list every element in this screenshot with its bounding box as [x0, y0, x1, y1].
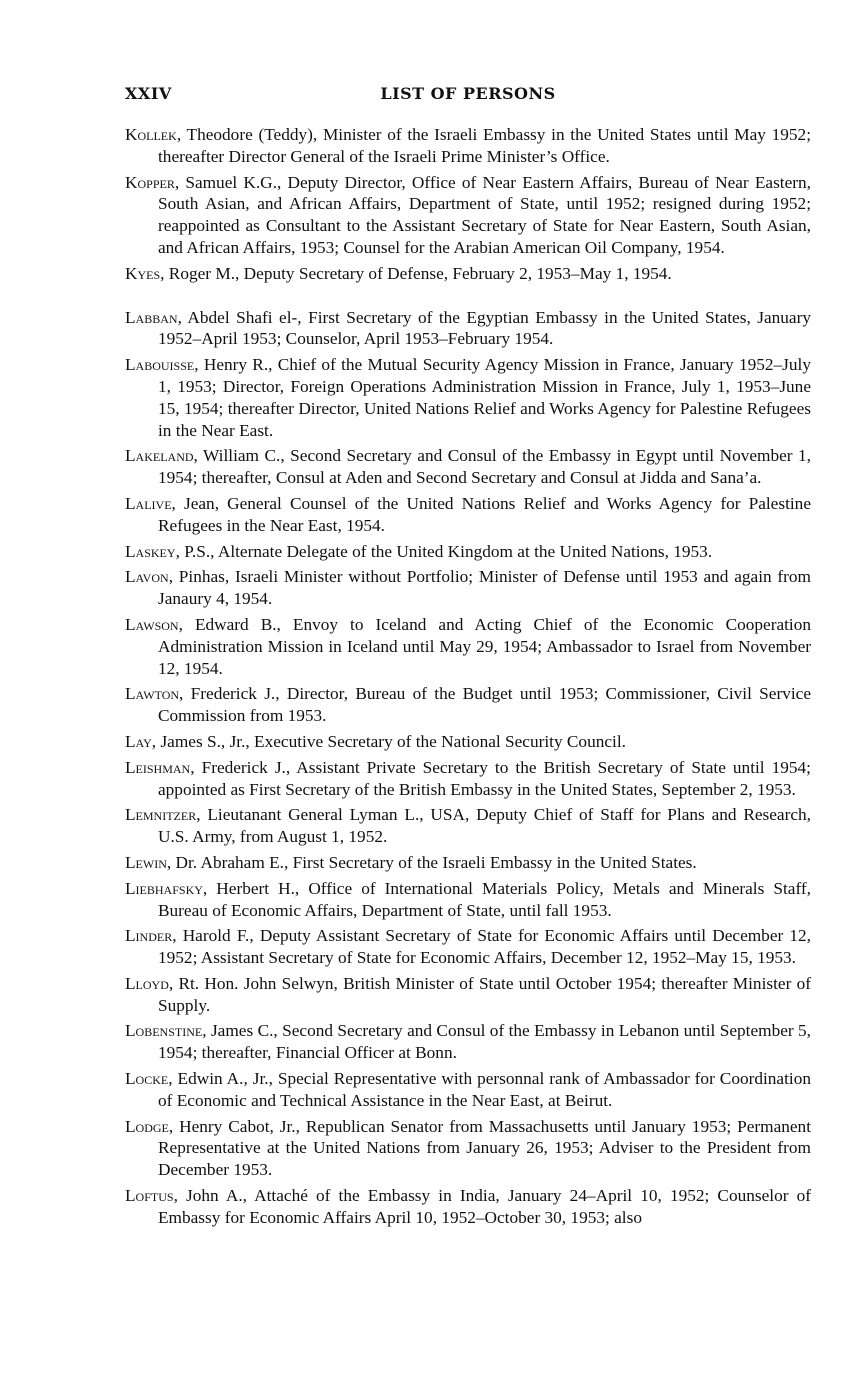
entry-surname: Locke	[125, 1069, 169, 1089]
person-entry-lay	[125, 731, 811, 753]
entry-surname: Labban	[125, 307, 178, 327]
person-entry-lobenstine	[125, 1020, 811, 1064]
entry-text: , Jean, General Counsel of the United Nations Relief and Works Agency for Palestine Refugees in the Near East, 1954.	[158, 493, 811, 535]
person-entry-lakeland	[125, 445, 811, 489]
document-page	[125, 78, 811, 1233]
person-entry-locke	[125, 1068, 811, 1112]
entry-text: , Edward B., Envoy to Iceland and Acting Chief of the Economic Cooperation Administration Mission in Iceland until May 29, 1954; Ambassador to Israel from November 12, 1954.	[158, 614, 811, 678]
entry-surname: Lloyd	[125, 973, 169, 993]
entry-surname: Lay	[125, 731, 152, 751]
entry-surname: Kopper	[125, 172, 175, 192]
person-entry-linder	[125, 925, 811, 969]
person-entry-laskey	[125, 541, 811, 563]
entry-text: , Henry R., Chief of the Mutual Security Agency Mission in France, January 1952–July 1, 1953; Director, Foreign Operations Administration Mission in France, July 1, 1953–June 15, 1954; thereafter Director, United Nations Relief and Works Agency for Palestine Refugees in the Near East.	[158, 355, 811, 440]
entry-surname: Liebhafsky	[125, 878, 203, 898]
person-entry-lalive	[125, 493, 811, 537]
person-entry-lawson	[125, 614, 811, 679]
entry-surname: Laskey	[125, 541, 176, 561]
person-entry-lewin	[125, 852, 811, 874]
entry-text: , Frederick J., Director, Bureau of the Budget until 1953; Commissioner, Civil Service Commission from 1953.	[158, 684, 811, 726]
person-entry-lawton	[125, 683, 811, 727]
entry-text: , James C., Second Secretary and Consul of the Embassy in Lebanon until September 5, 1954; thereafter, Financial Officer at Bonn.	[158, 1021, 811, 1063]
entry-text: , Roger M., Deputy Secretary of Defense, February 2, 1953–May 1, 1954.	[160, 263, 672, 283]
entry-surname: Lawson	[125, 614, 179, 634]
entry-text: , P.S., Alternate Delegate of the United Kingdom at the United Nations, 1953.	[175, 541, 713, 561]
entry-text: , Rt. Hon. John Selwyn, British Minister of State until October 1954; thereafter Minister of Supply.	[158, 973, 811, 1015]
entry-surname: Linder	[125, 926, 173, 946]
entry-text: , Theodore (Teddy), Minister of the Israeli Embassy in the United States until May 1952; thereafter Director General of the Israeli Prime Minister’s Office.	[158, 125, 811, 166]
entry-surname: Loftus	[125, 1186, 174, 1206]
page-number: XXIV	[125, 84, 172, 103]
page-title: LIST OF PERSONS	[380, 84, 556, 103]
entry-surname: Lewin	[125, 852, 167, 872]
entry-text: , Edwin A., Jr., Special Representative with personnal rank of Ambassador for Coordination of Economic and Technical Assistance in the Near East, at Beirut.	[158, 1069, 811, 1110]
entry-text: , Frederick J., Assistant Private Secretary to the British Secretary of State until 1954; appointed as First Secretary of the British Embassy in the United States, September 2, 1953.	[158, 757, 811, 799]
entry-surname: Lemnitzer	[125, 805, 197, 825]
person-entry-labouisse	[125, 354, 811, 441]
entry-surname: Lawton	[125, 684, 180, 704]
person-entry-kopper	[125, 172, 811, 259]
entry-surname: Kyes	[125, 263, 161, 283]
entry-surname: Lodge	[125, 1116, 169, 1136]
entry-text: , Pinhas, Israeli Minister without Portfolio; Minister of Defense until 1953 and again from Janaury 4, 1954.	[158, 567, 811, 609]
entry-text: , Dr. Abraham E., First Secretary of the Israeli Embassy in the United States.	[166, 852, 697, 872]
entry-text: , Samuel K.G., Deputy Director, Office of Near Eastern Affairs, Bureau of Near Eastern, South Asian, and African Affairs, Department of State, until 1952; resigned during 1952; reappointed as Consultant to the Assistant Secretary of State for Near Eastern, South Asian, and African Affairs, 1953; Counsel for the Arabian American Oil Company, 1954.	[158, 172, 811, 257]
entry-surname: Kollek	[125, 125, 177, 144]
entry-surname: Lobenstine	[125, 1021, 203, 1041]
entry-text: , William C., Second Secretary and Consul of the Embassy in Egypt until November 1, 1954; thereafter, Consul at Aden and Second Secretary and Consul at Jidda and Sana’a.	[158, 446, 811, 488]
entry-text: , James S., Jr., Executive Secretary of the National Security Council.	[151, 731, 626, 751]
entry-surname: Lakeland	[125, 446, 194, 466]
entry-surname: Lavon	[125, 567, 169, 587]
person-entry-lavon	[125, 566, 811, 610]
person-list	[125, 124, 811, 1229]
person-entry-kyes	[125, 263, 811, 285]
person-entry-lloyd	[125, 973, 811, 1017]
entry-text: , Henry Cabot, Jr., Republican Senator from Massachusetts until January 1953; Permanent Representative at the United Nations from January 26, 1953; Adviser to the President from December 1953.	[158, 1116, 811, 1180]
entry-text: , Abdel Shafi el-, First Secretary of the Egyptian Embassy in the United States, January 1952–April 1953; Counselor, April 1953–February 1954.	[158, 307, 811, 349]
entry-surname: Lalive	[125, 493, 172, 513]
entry-surname: Labouisse	[125, 355, 195, 375]
person-entry-leishman	[125, 757, 811, 801]
entry-surname: Leishman	[125, 757, 191, 777]
person-entry-kollek	[125, 124, 811, 168]
entry-text: , Harold F., Deputy Assistant Secretary of State for Economic Affairs until December 12, 1952; Assistant Secretary of State for Economic Affairs, December 12, 1952–May 15, 1953.	[158, 926, 811, 968]
person-entry-liebhafsky	[125, 878, 811, 922]
entry-text: , Lieutanant General Lyman L., USA, Deputy Chief of Staff for Plans and Research, U.S. Army, from August 1, 1952.	[158, 805, 811, 847]
running-head	[125, 78, 811, 108]
entry-text: , John A., Attaché of the Embassy in India, January 24–April 10, 1952; Counselor of Embassy for Economic Affairs April 10, 1952–October 30, 1953; also	[158, 1186, 811, 1227]
person-entry-lemnitzer	[125, 804, 811, 848]
person-entry-lodge	[125, 1116, 811, 1181]
person-entry-labban	[125, 307, 811, 351]
entry-text: , Herbert H., Office of International Materials Policy, Metals and Minerals Staff, Bureau of Economic Affairs, Department of State, until fall 1953.	[158, 878, 811, 920]
person-entry-loftus	[125, 1185, 811, 1229]
